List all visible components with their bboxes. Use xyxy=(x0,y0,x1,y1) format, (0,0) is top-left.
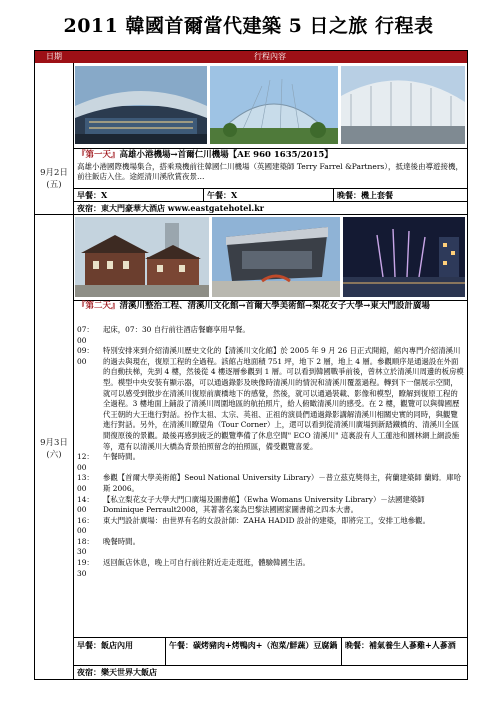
day2-dinner: 晚餐：機上套餐 xyxy=(337,190,393,200)
day2-description: 高雄小港國際機場集合，搭乘飛機前往韓國仁川機場（英國建築師 Terry Farrel &Partners），抵達後由導遊接機，前往飯店入住。途經清川溪欣賞夜景… xyxy=(77,162,463,181)
table-header xyxy=(35,51,467,63)
column-divider xyxy=(73,63,74,680)
airport-exterior-photo xyxy=(341,66,465,144)
day3-hotel: 夜宿：樂天世界大飯店 xyxy=(74,665,467,680)
list-item: 12：00 午餐時間。 xyxy=(77,452,140,472)
historic-buildings-photo xyxy=(75,217,209,297)
list-item: 16：00 東大門設計廣場：由世界有名的女設計師：ZAHA HADID 設計的建築，即將完工，安排工地參觀。 xyxy=(77,515,430,536)
list-item: 13：00 參觀【首爾大學美術館】Seoul National University Library）－普立茲克獎得主，荷蘭建築師 蘭姆．庫哈斯 2006。 xyxy=(77,473,462,493)
list-item: 19：30 返回飯店休息，晚上可自行前往附近走走逛逛，體驗韓國生活。 xyxy=(77,558,310,578)
day3-dinner: 晚餐：補氣養生人蔘雞+人蔘酒 xyxy=(345,640,456,650)
page-title: 2011 韓國首爾當代建築 5 日之旅 行程表 xyxy=(63,15,434,37)
header-content: 行程內容 xyxy=(254,52,286,61)
header-date: 日期 xyxy=(46,52,62,61)
list-item: 14：00 【私立梨花女子大學大門口廣場及圖書館】（Ewha Womans University Library）－法國建築師 Dominique Perrault2008，其著著名案為巴黎法國國家圖書館之四本大書。 xyxy=(77,494,425,515)
itinerary-table xyxy=(34,50,468,680)
day3-date: 9月3日 xyxy=(40,438,68,448)
day3-title: 『第二天』清溪川整治工程、清溪川文化館→首爾大學美術館→梨花女子大學→東大門設計廣場 xyxy=(77,301,430,311)
day2-hotel: 夜宿：東大門豪華大酒店 www.eastgatehotel.kr xyxy=(74,201,467,214)
list-item: 09：00 特別安排來到介紹清溪川歷史文化的【清溪川文化館】於 2005 年 9 月 26 日正式開館，館內專門介紹清溪川的過去與現在，復原工程的全過程。該館占地面積 751 坪，地下 2 層，地上 4 層。參觀順序是通過設在外面的自動扶梯，先到 4 樓，然後從 4 樓逐層參觀到 1 層。可以看到韓國戰爭前後，曾林立於清溪川周邊的板房模型。模型中央安裝有顯示器，可以通過錄影及映像時清溪川的情況和清溪川覆蓋過程。轉到下一個展示空間，就可以感受到散步在清溪川復原前廣橋地下的感覺，然後，就可以通過裝載、影像和模型，瞭解到復原工程的全過程。3 樓地面上鋪設了清溪川周圍地區的航拍照片，給人俯瞰清溪川的感受。在 2 樓，觀覽可以與韓國歷代王朝的大王進行對話。扮作太祖、太宗、英祖、正祖的演員們通過錄影講解清溪川相關史實的同時，與觀覽進行對話。另外，在清溪川瞭望角（Tour Corner）上，還可以看到從清溪川廣場到新踏鐵橋的、清溪川全區間復原後的景觀。最後再感到疲乏的觀覽準備了休息空間" ECO 清溪川" 這裏設有人工蓮池和園林網上網設施等，還有以清溪川大橋為背景拍照留念的拍照區，備受觀覽喜愛。 xyxy=(77,346,464,451)
day2-breakfast: 早餐：X xyxy=(74,189,204,201)
day2-lunch: 午餐：X xyxy=(204,189,334,201)
day2-weekday: (五) xyxy=(46,180,62,190)
day3-schedule xyxy=(77,325,465,579)
list-item: 07：00 起床，07：30 自行前往酒店餐廳享用早餐。 xyxy=(77,325,250,345)
day2-date: 9月2日 xyxy=(40,168,68,178)
incheon-airport-photo xyxy=(75,66,207,144)
day2-meals xyxy=(74,188,467,201)
day3-weekday: (六) xyxy=(46,450,62,460)
airport-terminal-photo xyxy=(210,66,338,144)
day2-photo-strip xyxy=(75,66,465,144)
day2-title: 『第一天』高雄小港機場→首爾仁川機場【AE 960 1635/2015】 xyxy=(77,150,333,160)
day3-breakfast: 早餐：飯店內用 xyxy=(74,638,166,665)
day3-lunch: 午餐：碳烤豬肉+烤鴨肉+（泡菜/鮮蔬）豆腐鍋 xyxy=(166,638,342,665)
divider xyxy=(74,148,467,149)
day-divider xyxy=(35,214,467,215)
day3-photo-strip xyxy=(75,217,465,297)
list-item: 18：30 晚餐時間。 xyxy=(77,536,140,557)
day3-meals xyxy=(74,637,467,665)
cheonggyecheon-night-photo xyxy=(343,217,465,297)
museum-modern-photo xyxy=(212,217,340,297)
